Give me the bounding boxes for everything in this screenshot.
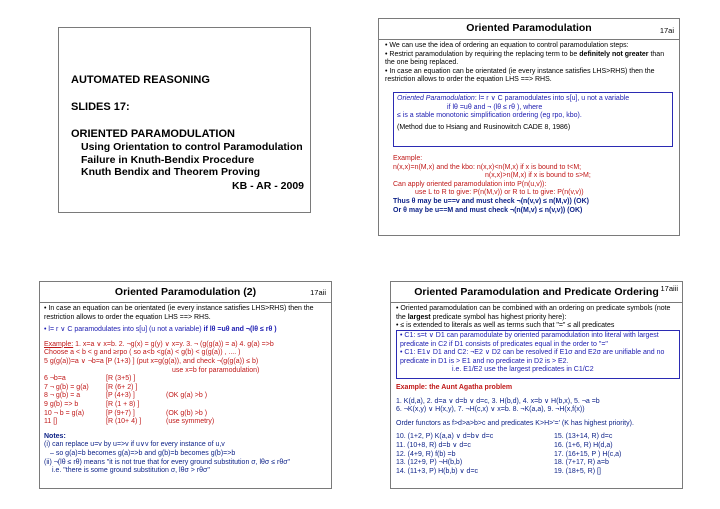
note-line: – so g(a)=b becomes g(a)=>b and g(b)=b becomes g(b)=>b: [50, 449, 236, 457]
example-line: use L to R to give: P(n(M,v)) or R to L to give: P(n(v,v)): [415, 189, 584, 197]
step-row: 9 g(b) => b [R (1 + 8) ]: [44, 400, 140, 408]
slide-17aii: [39, 281, 332, 489]
definition-note: (Method due to Hsiang and Rusinowitch CADE 8, 1986): [397, 123, 571, 131]
subtitle-line: Knuth Bendix and Theorem Proving: [81, 166, 261, 178]
notes-heading: Notes:: [44, 432, 66, 440]
derivation-step: 10. (1+2, P) K(a,a) ∨ d=b∨ d=c: [396, 433, 494, 441]
rule-line: i.e. E1/E2 use the largest predicates in C1/C2: [452, 366, 594, 374]
rules-box: [396, 330, 680, 379]
derivation-step: 15. (13+14, R) d=c: [554, 433, 613, 441]
derivation-step: 12. (4+9, R) f(b) =b: [396, 450, 456, 458]
derivation-step: 19. (18+5, R) []: [554, 467, 601, 475]
subtitle-line: Using Orientation to control Paramodulation: [81, 141, 303, 153]
rule-line: • C1: s=t ∨ D1 can paramodulate by oriented paramodulation into literal with largest predicate in C2 if D1 consists of predicates equal in the order to "=": [400, 332, 659, 348]
example-block: [44, 341, 328, 427]
note-line: (i) can replace u=v by u=>v if u∨v for every instance of u,v: [44, 441, 225, 449]
example-block: [396, 384, 679, 476]
bullet: • l= r ∨ C paramodulates into s[u] (u not a variable) if lθ =uθ and ¬(lθ ≤ rθ ): [44, 326, 277, 334]
title-line: AUTOMATED REASONING: [71, 74, 210, 86]
derivation-step: 14. (11+3, P) H(b,b) ∨ d=c: [396, 467, 479, 475]
footer-label: KB - AR - 2009: [232, 180, 304, 192]
definition-line: ≤ is a stable monotonic simplification ordering (eg rpo, kbo).: [397, 112, 582, 120]
title-line: SLIDES 17:: [71, 101, 130, 113]
derivation-step: 16. (1+6, R) H(d,a): [554, 441, 613, 449]
page-number: 17ai: [659, 26, 674, 35]
page-number: 17aiii: [660, 284, 678, 293]
bullets: [385, 42, 674, 85]
note-line: (ii) ¬(lθ ≤ rθ) means "it is not true that for every ground substitution σ, lθσ ≤ rθσ": [44, 458, 291, 466]
derivation-step: 13. (12+9, P) ¬H(b,b): [396, 459, 463, 467]
slide-title: Oriented Paramodulation: [466, 22, 592, 34]
example-heading: Example:: [393, 155, 423, 162]
derivation-step: 11. (10+8, R) d=b ∨ d=c: [396, 441, 471, 449]
bullet: • Oriented paramodulation can be combined with an ordering on predicate symbols (note the largest predicate symbol has highest priority here):: [396, 305, 671, 321]
content: [44, 305, 328, 476]
title-divider: [40, 302, 331, 303]
slide-title: Oriented Paramodulation and Predicate Ordering: [414, 286, 659, 298]
rule-line: • C1: E1∨ D1 and C2: ¬E2 ∨ D2 can be resolved if E1σ and E2σ are unifiable and no predicate in D1 is > E1 and no predicate in D2 is > E2.: [400, 349, 665, 365]
slide-title: Oriented Paramodulation (2): [114, 286, 257, 298]
example-line: n(x,x)>n(M,x) if x is bound to s>M;: [485, 172, 591, 180]
title-divider: [391, 302, 682, 303]
example-line: Can apply oriented paramodulation into P(n(u,v)):: [393, 180, 547, 188]
step-row: 7 ¬ g(b) = g(a) [R (6+ 2) ]: [44, 383, 138, 391]
step-row: 10 ¬ b = g(a) [P (9+7) ] (OK g(b) >b ): [44, 409, 208, 417]
example-heading: Example: the Aunt Agatha problem: [396, 384, 513, 391]
derivation-column: [396, 433, 554, 476]
example-line: 1. K(d,a), 2. d=a ∨ d=b ∨ d=c, 3. H(b,d), 4. x=b ∨ H(b,x), 5. ¬a =b: [396, 397, 600, 405]
definition-line: if lθ =uθ and ¬ (lθ ≤ rθ ), where: [447, 103, 543, 111]
derivation-table: [396, 433, 679, 476]
slide-17aiii: [390, 281, 683, 489]
example-block: [393, 155, 675, 215]
definition-line: Oriented Paramodulation: l= r ∨ C paramodulates into s[u], u not a variable: [397, 95, 630, 102]
derivation-step: 17. (16+15, P ) H(c,a): [554, 450, 622, 458]
derivation-column: [554, 433, 621, 476]
slide-17ai: [378, 18, 680, 236]
note-line: i.e. "there is some ground substitution σ, lθσ > rθσ": [52, 467, 210, 475]
title-slide: [58, 27, 311, 213]
page-number: 17aii: [310, 288, 326, 297]
bullet: • In case an equation can be orientated (ie every instance satisfies LHS>RHS) then the restriction allows to order the equation LHS ==> RHS.: [44, 305, 314, 321]
notes-block: [44, 433, 328, 476]
bullet: • In case an equation can be orientated (ie every instance satisfies LHS>RHS) then the restriction allows to order the equation LHS ==> RHS.: [385, 67, 655, 84]
example-line: Order functors as f>d>a>b>c and predicates K>H>'=' (K has highest priority).: [396, 419, 634, 427]
example-conclusion: Or θ may be u==M and must check ¬(n(M,v) ≤ n(v,v)) (OK): [393, 206, 583, 214]
derivation-step: 18. (7+17, R) a=b: [554, 459, 609, 467]
subtitle-line: Failure in Knuth-Bendix Procedure: [81, 153, 255, 166]
example-line: 5 g(g(a))=a ∨ ¬b=a [P (1+3) ] (put x=g(g(a)), and check ¬(g(g(a)) ≤ b): [44, 357, 259, 365]
example-line: Choose a < b < g and ≥rpo ( so a<b <g(a) < g(b) < g(g(a)) , .... ): [44, 349, 241, 357]
definition-box: [393, 92, 673, 147]
bullets: [396, 305, 679, 331]
title-block: [71, 73, 303, 179]
step-row: 6 ¬b=a [R (3+5) ]: [44, 375, 136, 383]
step-row: 11 [] [R (10+ 4) ] (use symmetry): [44, 418, 215, 426]
example-line: use x=b for paramodulation): [172, 366, 260, 374]
example-line: 6. ¬K(x,y) ∨ H(x,y), 7. ¬H(c,x) ∨ x=b. 8. ¬K(a,a), 9. ¬H(x,f(x)): [396, 406, 585, 414]
bullet: • ≤ is extended to literals as well as terms such that "=" ≤ all predicates: [396, 322, 615, 330]
title-line: ORIENTED PARAMODULATION: [71, 128, 235, 140]
example-line: Example: 1. x=a ∨ x=b. 2. ¬g(x) = g(y) ∨ x=y. 3. ¬ (g(g(a)) = a) 4. g(a) =>b: [44, 340, 274, 348]
bullet: • We can use the idea of ordering an equation to control paramodulation steps:: [385, 42, 629, 49]
step-row: 8 ¬ g(b) = a [P (4+3) ] (OK g(a) >b ): [44, 392, 208, 400]
example-conclusion: Thus θ may be u==v and must check ¬(n(v,v) ≤ n(M,v)) (OK): [393, 197, 589, 205]
example-line: n(x,x)=n(M,x) and the kbo: n(x,x)<n(M,x) if x is bound to t<M;: [393, 163, 582, 171]
title-divider: [379, 39, 679, 40]
bullet: • Restrict paramodulation by requiring the replacing term to be definitely not greater than the one being replaced.: [385, 50, 665, 67]
